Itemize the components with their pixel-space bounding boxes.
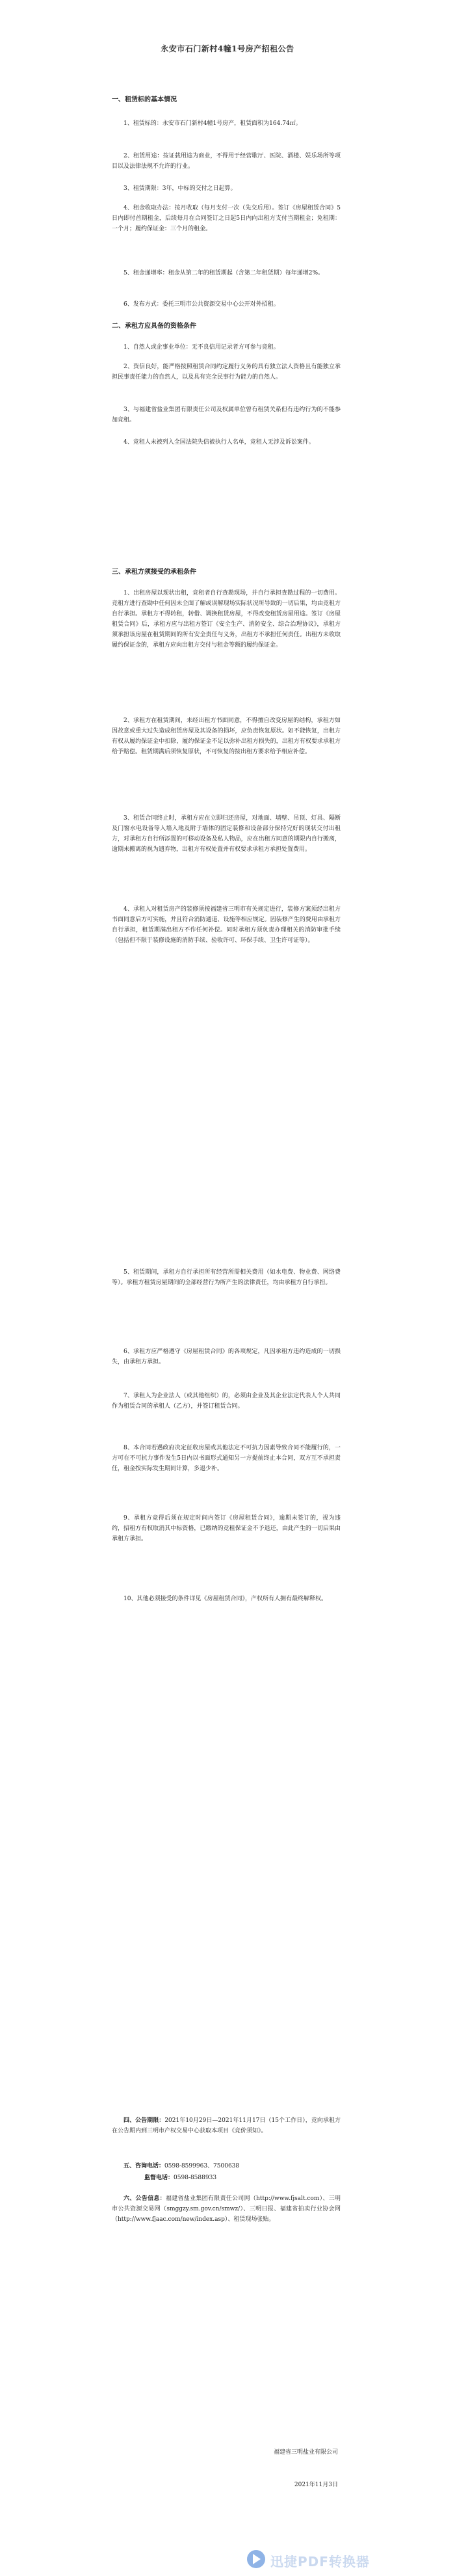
monitor-phone: 0598-8588933 — [174, 2175, 217, 2181]
publish-info-text: 福建省盐业集团有限责任公司网（http://www.fjsalt.com）、三明市公共资源交易网（smggzy.sm.gov.cn/smwz/）、三明日报、福建省拍卖行业协会网（http://www.fjaac.com/new/index.asp）、租赁现场张贴。 — [112, 2195, 341, 2223]
section-1-para-5: 5、租金递增率：租金从第二年的租赁期起（含第二年租赁期）每年递增2%。 — [124, 270, 324, 276]
section-3-para-8: 8、本合同若遇政府决定征收房屋或其他法定不可抗力因素导致合同不能履行的，一方可在不可抗力事件发生5日内以书面形式通知另一方提前终止本合同，双方互不承担责任，租金按实际发生期间计算，多退少补。 — [112, 1445, 341, 1472]
section-2-para-4: 4、竞租人未被列入全国法院失信被执行人名单，竞租人无涉及诉讼案件。 — [124, 439, 315, 446]
section-3-para-4: 4、承租人对租赁房产的装修须按福建省三明市有关规定进行，装修方案须经出租方书面同意后方可实施，并且符合消防通道、设施等相应规定。因装修产生的费用由承租方自行承担，租赁期满出租方不作任何补偿。同时承租方须负责办理相关的消防审批手续（包括但不限于装修设施的消防手续、验收许可、环保手续、卫生许可证等）。 — [112, 906, 341, 944]
section-3-para-6: 6、承租方应严格遵守《房屋租赁合同》的各项规定，凡因承租方违约造成的一切损失，由承租方承担。 — [112, 1348, 341, 1365]
play-logo-icon — [247, 2550, 265, 2568]
section-1-para-2: 2、租赁用途：按证载用途为商业，不得用于经营歌厅、医院、酒楼、娱乐场所等项目以及法律法规不允许的行业。 — [112, 153, 341, 170]
signature-date: 2021年11月3日 — [294, 2482, 338, 2488]
watermark — [247, 2549, 442, 2571]
contact-phone: 0598-8599963、7500638 — [164, 2163, 240, 2169]
publish-info-label: 六、公告信息： — [124, 2195, 166, 2202]
watermark-text: 迅捷PDF转换器 — [270, 2554, 370, 2569]
section-3-para-5: 5、租赁期间，承租方自行承担所有经营所需相关费用（如水电费、物业费、网络费等）。承租方租赁房屋期间的全部经营行为所产生的法律责任，均由承租方自行承担。 — [112, 1269, 341, 1286]
section-3-para-2: 2、承租方在租赁期间，未经出租方书面同意，不得擅自改变房屋的结构，承租方如因故意或重大过失造成租赁房屋及其设备的损坏，应负责恢复原状。如不能恢复，出租方有权从履约保证金中扣除，履约保证金不足以弥补出租方损失的，出租方有权要求承租方给予赔偿。租赁期满后须恢复原状，不可恢复的按出租方要求给予相应补偿。 — [112, 718, 341, 755]
section-3-para-3: 3、租赁合同终止时，承租方应在立即归还房屋，对地面、墙壁、吊顶、灯具、隔断及门窗水电设备等入墙入地及附于墙体的固定装修和设备部分保持完好的现状交付出租方，对承租方自行所添置的可移动设备及私人物品，应在出租方同意的期限内自行搬离，逾期未搬离的视为遗弃物，出租方有权处置并有权要求承租方承担处置费用。 — [112, 815, 341, 853]
section-2-para-1: 1、自然人或企事业单位：无不良信用记录者方可参与竞租。 — [124, 344, 280, 351]
contact-phone-label: 五、咨询电话： — [124, 2163, 165, 2169]
section-6-publish-info — [112, 2194, 341, 2225]
section-2-heading: 二、承租方应具备的资格条件 — [112, 323, 196, 330]
section-3-heading: 三、承租方须接受的承租条件 — [112, 569, 196, 576]
section-4-notice-period — [112, 2115, 341, 2136]
section-1-heading: 一、租赁标的基本情况 — [112, 96, 177, 103]
notice-page — [98, 0, 358, 2576]
section-3-para-7: 7、承租人为企业法人（或其他组织）的，必须由企业及其企业法定代表人个人共同作为租赁合同的承租人（乙方），并签订租赁合同。 — [112, 1393, 341, 1410]
page-title: 永安市石门新村4幢1号房产招租公告 — [161, 44, 294, 53]
section-3-para-1: 1、出租房屋以现状出租，竞租者自行查勘现场，并自行承担查勘过程的一切费用。竞租方进行查勘中任何因未全面了解或误解现场实际状况所导致的一切后果，均由竞租方自行承担。承租方不得转租，转借、调换租赁房屋，不得改变租赁房屋用途。签订《房屋租赁合同》后，承租方应与出租方签订《安全生产、消防安全、综合治理协议》，承租方须承担该房屋在租赁期间的所有安全责任与义务，出租方不承担任何责任。出租方未收取履约保证金的，承租方应向出租方交付与租金等额的履约保证金。 — [112, 590, 341, 649]
section-2-para-2: 2、资信良好，能严格按照租赁合同约定履行义务的具有独立法人资格且有能独立承担民事责任能力的自然人，以及具有完全民事行为能力的自然人。 — [112, 364, 341, 381]
notice-period-label: 四、公告期限： — [124, 2117, 165, 2124]
signature-company: 福建省三明盐业有限公司 — [273, 2449, 338, 2456]
notice-period-text: 2021年10月29日—2021年11月17日（15个工作日），竞向承租方在公告期内到三明市产权交易中心获取本项目《竞价须知》。 — [112, 2117, 341, 2134]
section-1-para-4: 4、租金收取办法：按月收取（每月支付一次（先交后用）。签订《房屋租赁合同》5日内即付首期租金，后续每月在合同签订之日起5日内向出租方支付当期租金；免租期：一个月；履约保证金：三个月的租金。 — [112, 205, 341, 232]
section-1-para-1: 1、租赁标的：永安市石门新村4幢1号房产，租赁面积为164.74㎡。 — [124, 120, 302, 127]
section-5-monitor — [133, 2173, 341, 2183]
section-3-para-9: 9、承租方竞得后须在规定时间内签订《房屋租赁合同》，逾期未签订的，视为违约，招租方有权取消其中标资格，已缴纳的竞租保证金不予退还，由此产生的一切后果由承租方承担。 — [112, 1515, 341, 1542]
section-2-para-3: 3、与福建省盐业集团有限责任公司及权属单位曾有租赁关系但有违约行为的不能参加竞租。 — [112, 407, 341, 423]
monitor-phone-label: 监督电话： — [144, 2175, 174, 2181]
section-1-para-6: 6、发布方式：委托三明市公共资源交易中心公开对外招租。 — [124, 301, 280, 308]
section-3-para-10: 10、其他必须接受的条件详见《房屋租赁合同》，产权所有人拥有最终解释权。 — [124, 1596, 327, 1602]
section-1-para-3: 3、租赁期限：3年，中标的交付之日起算。 — [124, 185, 237, 192]
section-5-contact — [112, 2161, 341, 2171]
